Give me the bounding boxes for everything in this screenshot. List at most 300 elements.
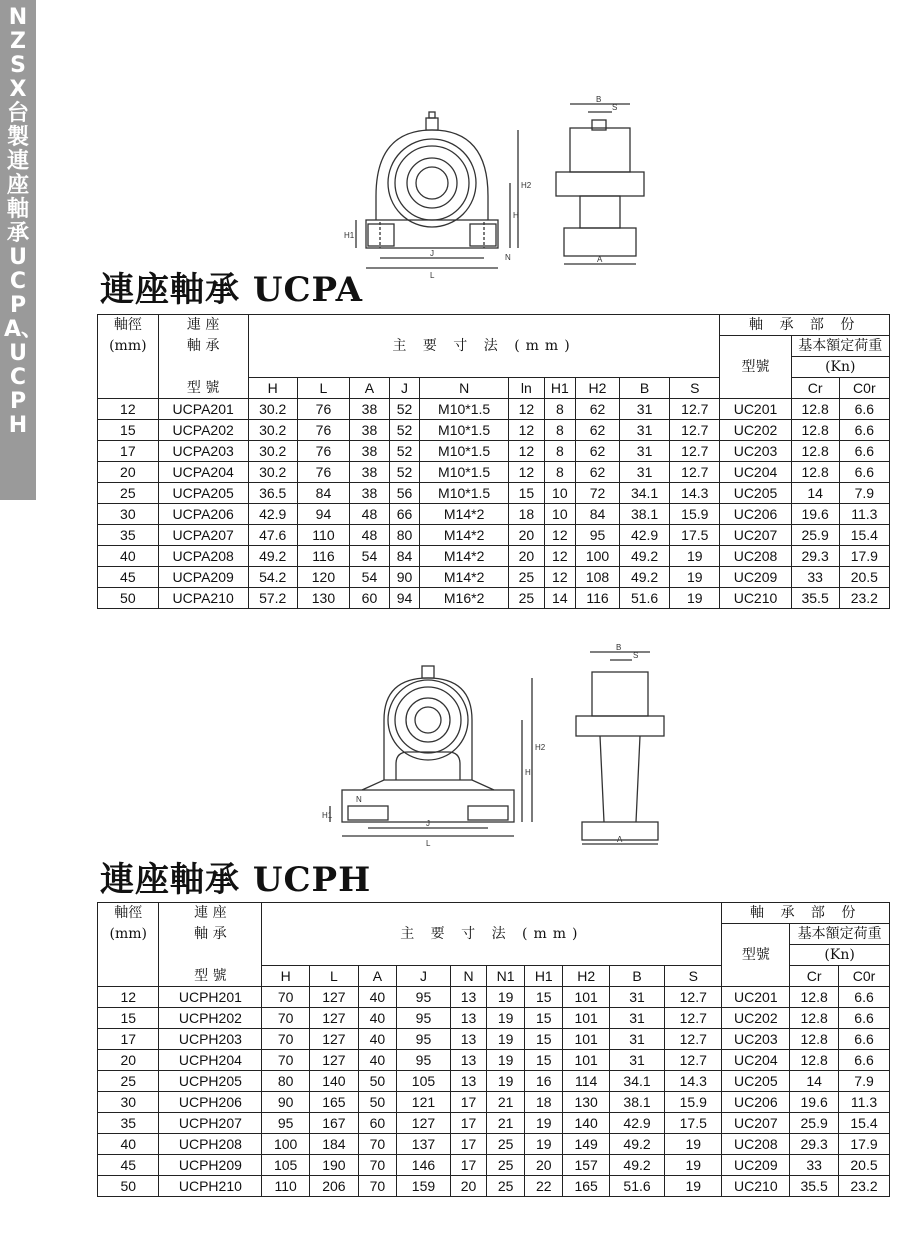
table-cell: UC209: [722, 1155, 790, 1176]
table-cell: 76: [297, 420, 349, 441]
table-cell: 52: [389, 420, 419, 441]
table-cell: M14*2: [420, 525, 509, 546]
table-cell: 127: [310, 987, 359, 1008]
table-cell: 31: [609, 1008, 664, 1029]
table-cell: 62: [576, 441, 620, 462]
ucpa-col-h2: H2: [576, 378, 620, 399]
table-cell: 15: [525, 987, 563, 1008]
table-cell: 12: [509, 420, 545, 441]
table-cell: UC201: [720, 399, 791, 420]
table-cell: UC207: [720, 525, 791, 546]
table-cell: UC210: [720, 588, 791, 609]
ucpa-load-title-2: (Kn): [791, 357, 889, 378]
table-cell: 6.6: [839, 1029, 890, 1050]
table-cell: 101: [563, 987, 610, 1008]
table-row: [98, 525, 890, 546]
table-cell: 101: [563, 1008, 610, 1029]
table-row: [98, 504, 890, 525]
table-cell: 184: [310, 1134, 359, 1155]
ucph-title: 連座軸承 UCPH: [100, 860, 372, 900]
table-cell: 17.9: [839, 1134, 890, 1155]
ucph-label-h2: H2: [535, 743, 546, 752]
ucpa-model-header-3: 型 號: [158, 378, 248, 399]
ucph-label-n: N: [356, 795, 362, 804]
table-cell: UCPH202: [159, 1008, 262, 1029]
table-cell: M16*2: [420, 588, 509, 609]
table-cell: 101: [563, 1029, 610, 1050]
table-cell: 6.6: [839, 441, 889, 462]
table-cell: 31: [619, 462, 669, 483]
table-cell: UCPH207: [159, 1113, 262, 1134]
table-cell: UCPA201: [158, 399, 248, 420]
table-cell: UC203: [720, 441, 791, 462]
table-cell: M10*1.5: [420, 462, 509, 483]
table-cell: 12: [98, 987, 159, 1008]
table-cell: 54.2: [248, 567, 297, 588]
table-row: [98, 1113, 890, 1134]
table-cell: 40: [98, 1134, 159, 1155]
table-cell: 95: [396, 987, 450, 1008]
ucph-col-h: H: [262, 966, 310, 987]
table-cell: 30: [98, 1092, 159, 1113]
ucpa-table: [97, 314, 890, 609]
table-cell: 19: [670, 546, 720, 567]
table-cell: UCPH210: [159, 1176, 262, 1197]
table-cell: UCPH209: [159, 1155, 262, 1176]
table-cell: 12.7: [670, 420, 720, 441]
table-cell: 100: [262, 1134, 310, 1155]
table-cell: UC205: [720, 483, 791, 504]
table-cell: 70: [358, 1176, 396, 1197]
table-cell: 110: [262, 1176, 310, 1197]
table-cell: 62: [576, 462, 620, 483]
table-cell: M14*2: [420, 504, 509, 525]
table-cell: 130: [297, 588, 349, 609]
table-cell: 105: [262, 1155, 310, 1176]
table-cell: 25: [487, 1155, 525, 1176]
table-cell: 40: [98, 546, 159, 567]
ucph-label-h1: H1: [322, 811, 333, 820]
ucpa-col-cor: C0r: [839, 378, 889, 399]
table-cell: UC201: [722, 987, 790, 1008]
ucph-col-cr: Cr: [790, 966, 839, 987]
table-cell: 31: [619, 399, 669, 420]
table-cell: 49.2: [619, 567, 669, 588]
table-cell: 120: [297, 567, 349, 588]
table-cell: 76: [297, 462, 349, 483]
ucph-col-h2: H2: [563, 966, 610, 987]
table-cell: 146: [396, 1155, 450, 1176]
ucpa-model-header-2: 軸 承: [158, 336, 248, 357]
table-cell: UCPA203: [158, 441, 248, 462]
table-cell: 54: [350, 546, 390, 567]
table-cell: 15: [98, 1008, 159, 1029]
table-cell: 13: [451, 1029, 487, 1050]
table-cell: 12.8: [791, 462, 839, 483]
ucph-col-s: S: [665, 966, 722, 987]
ucph-bearing-model-header: 型號: [722, 924, 790, 987]
table-cell: 6.6: [839, 1008, 890, 1029]
table-cell: 70: [358, 1155, 396, 1176]
table-cell: 31: [609, 987, 664, 1008]
table-cell: 100: [576, 546, 620, 567]
table-row: [98, 588, 890, 609]
table-cell: UCPA209: [158, 567, 248, 588]
ucph-side-drawing: [570, 642, 670, 847]
table-cell: 190: [310, 1155, 359, 1176]
table-cell: 95: [396, 1050, 450, 1071]
table-cell: 12.8: [790, 987, 839, 1008]
table-cell: 15: [525, 1029, 563, 1050]
side-title: NZSX台製連座軸承UCPA、UCPH: [4, 5, 44, 438]
table-cell: 17: [98, 1029, 159, 1050]
table-cell: 12.8: [790, 1029, 839, 1050]
table-cell: 50: [98, 588, 159, 609]
table-cell: 19: [665, 1155, 722, 1176]
table-cell: 45: [98, 567, 159, 588]
ucph-header-row-1: [98, 903, 890, 924]
ucpa-title: 連座軸承 UCPA: [100, 270, 364, 310]
table-cell: 33: [790, 1155, 839, 1176]
ucph-col-a: A: [358, 966, 396, 987]
ucpa-header-spacer-bore: [98, 357, 159, 378]
ucph-col-n: N: [451, 966, 487, 987]
table-cell: 94: [389, 588, 419, 609]
table-cell: 40: [358, 987, 396, 1008]
table-cell: UC203: [722, 1029, 790, 1050]
table-cell: 12.8: [791, 420, 839, 441]
table-cell: UCPA208: [158, 546, 248, 567]
table-cell: 18: [509, 504, 545, 525]
table-cell: 80: [262, 1071, 310, 1092]
ucpa-bore-header-2: (mm): [98, 336, 159, 357]
table-cell: 17.9: [839, 546, 889, 567]
table-cell: 60: [358, 1113, 396, 1134]
table-cell: 14.3: [670, 483, 720, 504]
side-band: [0, 0, 44, 500]
ucph-col-n1: N1: [487, 966, 525, 987]
table-cell: 20.5: [839, 567, 889, 588]
table-cell: 13: [451, 1071, 487, 1092]
table-cell: UCPH204: [159, 1050, 262, 1071]
ucpa-label-b: B: [596, 95, 602, 104]
table-cell: UCPA204: [158, 462, 248, 483]
ucph-col-b: B: [609, 966, 664, 987]
table-cell: 40: [358, 1050, 396, 1071]
ucph-header-spacer-bore: [98, 945, 159, 966]
table-cell: 12.7: [665, 1029, 722, 1050]
table-cell: UC208: [722, 1134, 790, 1155]
table-cell: 127: [310, 1029, 359, 1050]
table-cell: 25: [509, 588, 545, 609]
table-cell: 15.9: [665, 1092, 722, 1113]
table-row: [98, 567, 890, 588]
table-cell: 31: [619, 420, 669, 441]
table-cell: 12.7: [670, 441, 720, 462]
table-cell: 12.8: [791, 441, 839, 462]
table-cell: 149: [563, 1134, 610, 1155]
table-cell: 30.2: [248, 420, 297, 441]
table-cell: 10: [544, 504, 575, 525]
table-cell: 31: [609, 1029, 664, 1050]
table-cell: 12.8: [790, 1008, 839, 1029]
table-cell: M10*1.5: [420, 483, 509, 504]
table-cell: 14: [791, 483, 839, 504]
table-cell: 25.9: [791, 525, 839, 546]
table-cell: 17: [451, 1134, 487, 1155]
table-cell: 70: [262, 1029, 310, 1050]
table-cell: 22: [525, 1176, 563, 1197]
table-cell: 15.4: [839, 525, 889, 546]
table-cell: 19: [670, 567, 720, 588]
table-cell: M14*2: [420, 567, 509, 588]
table-cell: 66: [389, 504, 419, 525]
table-cell: 12.7: [670, 462, 720, 483]
table-cell: 95: [576, 525, 620, 546]
table-cell: 6.6: [839, 987, 890, 1008]
table-cell: 49.2: [609, 1155, 664, 1176]
ucpa-load-title-1: 基本額定荷重: [791, 336, 889, 357]
ucph-load-title-1: 基本額定荷重: [790, 924, 890, 945]
table-cell: 70: [358, 1134, 396, 1155]
table-cell: 12: [544, 546, 575, 567]
ucph-col-cor: C0r: [839, 966, 890, 987]
table-cell: 19.6: [790, 1092, 839, 1113]
table-cell: 16: [525, 1071, 563, 1092]
table-cell: 6.6: [839, 1050, 890, 1071]
table-cell: 49.2: [248, 546, 297, 567]
table-cell: 19: [670, 588, 720, 609]
table-cell: 14: [790, 1071, 839, 1092]
table-cell: UCPA202: [158, 420, 248, 441]
ucph-bearing-title: 軸 承 部 份: [722, 903, 890, 924]
table-cell: 127: [396, 1113, 450, 1134]
table-cell: 13: [451, 1050, 487, 1071]
table-cell: 57.2: [248, 588, 297, 609]
table-cell: 12: [98, 399, 159, 420]
table-cell: 35.5: [791, 588, 839, 609]
table-cell: 12.7: [665, 1050, 722, 1071]
ucpa-col-h: H: [248, 378, 297, 399]
table-cell: 40: [358, 1008, 396, 1029]
table-cell: UCPH206: [159, 1092, 262, 1113]
table-cell: 38: [350, 420, 390, 441]
table-cell: 12.8: [790, 1050, 839, 1071]
table-row: [98, 483, 890, 504]
ucpa-label-s: S: [612, 103, 618, 112]
table-cell: 70: [262, 987, 310, 1008]
table-cell: 105: [396, 1071, 450, 1092]
ucpa-label-h2: H2: [521, 181, 532, 190]
table-cell: 108: [576, 567, 620, 588]
table-cell: 34.1: [609, 1071, 664, 1092]
table-cell: 90: [262, 1092, 310, 1113]
table-cell: 101: [563, 1050, 610, 1071]
table-cell: 60: [350, 588, 390, 609]
table-row: [98, 399, 890, 420]
table-cell: UCPA206: [158, 504, 248, 525]
table-cell: M10*1.5: [420, 441, 509, 462]
table-cell: 140: [310, 1071, 359, 1092]
table-cell: 19: [487, 1050, 525, 1071]
table-cell: 10: [544, 483, 575, 504]
ucpa-header-row-1: [98, 315, 890, 336]
table-row: [98, 1029, 890, 1050]
table-cell: 15: [509, 483, 545, 504]
table-cell: 110: [297, 525, 349, 546]
table-cell: 25: [487, 1134, 525, 1155]
table-cell: 33: [791, 567, 839, 588]
table-cell: 15.4: [839, 1113, 890, 1134]
table-cell: 30.2: [248, 441, 297, 462]
table-row: [98, 462, 890, 483]
ucph-bore-header-1: 軸徑: [98, 903, 159, 924]
ucpa-col-a: A: [350, 378, 390, 399]
table-cell: 17.5: [665, 1113, 722, 1134]
table-cell: M10*1.5: [420, 420, 509, 441]
table-cell: 31: [609, 1050, 664, 1071]
table-cell: 42.9: [619, 525, 669, 546]
ucpa-header-spacer-model: [158, 357, 248, 378]
table-cell: 15.9: [670, 504, 720, 525]
table-cell: 8: [544, 462, 575, 483]
table-cell: 52: [389, 441, 419, 462]
table-cell: 159: [396, 1176, 450, 1197]
table-cell: 80: [389, 525, 419, 546]
ucph-dims-title: 主 要 寸 法 (mm): [262, 903, 722, 966]
ucpa-col-ln: ln: [509, 378, 545, 399]
table-cell: 114: [563, 1071, 610, 1092]
table-cell: 56: [389, 483, 419, 504]
table-cell: 54: [350, 567, 390, 588]
table-cell: 121: [396, 1092, 450, 1113]
table-cell: 20: [509, 525, 545, 546]
table-cell: UC207: [722, 1113, 790, 1134]
table-cell: 137: [396, 1134, 450, 1155]
table-cell: 140: [563, 1113, 610, 1134]
table-row: [98, 1071, 890, 1092]
table-cell: 15: [525, 1050, 563, 1071]
table-row: [98, 1092, 890, 1113]
table-cell: 70: [262, 1050, 310, 1071]
ucph-model-header-2: 軸 承: [159, 924, 262, 945]
ucph-model-header-3: 型 號: [159, 966, 262, 987]
ucph-header-spacer-model: [159, 945, 262, 966]
table-cell: UC206: [720, 504, 791, 525]
table-cell: M10*1.5: [420, 399, 509, 420]
table-cell: UC206: [722, 1092, 790, 1113]
table-cell: 17.5: [670, 525, 720, 546]
ucph-table: [97, 902, 890, 1197]
table-cell: 17: [451, 1155, 487, 1176]
table-cell: 18: [525, 1092, 563, 1113]
table-cell: 17: [451, 1092, 487, 1113]
table-cell: 20: [98, 1050, 159, 1071]
table-cell: 29.3: [791, 546, 839, 567]
table-cell: 95: [396, 1029, 450, 1050]
ucpa-col-j: J: [389, 378, 419, 399]
table-cell: 47.6: [248, 525, 297, 546]
table-cell: 17: [451, 1113, 487, 1134]
table-cell: 14.3: [665, 1071, 722, 1092]
table-cell: 17: [98, 441, 159, 462]
table-row: [98, 1155, 890, 1176]
table-cell: 19: [487, 1029, 525, 1050]
table-cell: 25.9: [790, 1113, 839, 1134]
table-cell: 127: [310, 1050, 359, 1071]
ucpa-label-a: A: [597, 255, 603, 264]
ucph-front-drawing: [322, 660, 552, 850]
table-cell: 38.1: [609, 1092, 664, 1113]
table-cell: UCPA207: [158, 525, 248, 546]
table-cell: 50: [98, 1176, 159, 1197]
table-cell: 12: [544, 567, 575, 588]
table-cell: 165: [563, 1176, 610, 1197]
table-row: [98, 1008, 890, 1029]
table-cell: 15: [98, 420, 159, 441]
ucph-label-h: H: [525, 768, 531, 777]
table-cell: 8: [544, 399, 575, 420]
table-cell: 12.7: [670, 399, 720, 420]
table-cell: 19: [665, 1176, 722, 1197]
table-cell: 19: [525, 1134, 563, 1155]
table-cell: 70: [262, 1008, 310, 1029]
table-cell: 38: [350, 441, 390, 462]
ucpa-col-n: N: [420, 378, 509, 399]
ucph-col-h1: H1: [525, 966, 563, 987]
table-cell: 6.6: [839, 399, 889, 420]
table-cell: 30.2: [248, 462, 297, 483]
table-cell: 127: [310, 1008, 359, 1029]
table-cell: 6.6: [839, 420, 889, 441]
table-cell: 21: [487, 1113, 525, 1134]
table-cell: 30: [98, 504, 159, 525]
table-cell: 20: [525, 1155, 563, 1176]
table-cell: 38.1: [619, 504, 669, 525]
ucpa-bearing-model-header: 型號: [720, 336, 791, 399]
table-cell: 42.9: [609, 1113, 664, 1134]
ucph-col-j: J: [396, 966, 450, 987]
table-cell: 130: [563, 1092, 610, 1113]
table-cell: 94: [297, 504, 349, 525]
table-cell: UC204: [720, 462, 791, 483]
table-row: [98, 441, 890, 462]
table-cell: 52: [389, 399, 419, 420]
table-cell: 48: [350, 504, 390, 525]
table-cell: UCPH203: [159, 1029, 262, 1050]
table-cell: 13: [451, 1008, 487, 1029]
table-cell: 62: [576, 399, 620, 420]
table-row: [98, 1050, 890, 1071]
table-cell: 48: [350, 525, 390, 546]
table-cell: UCPH205: [159, 1071, 262, 1092]
table-cell: 72: [576, 483, 620, 504]
ucpa-col-l: L: [297, 378, 349, 399]
ucph-label-l: L: [426, 839, 431, 848]
ucph-bore-header-2: (mm): [98, 924, 159, 945]
table-cell: 165: [310, 1092, 359, 1113]
ucpa-header-spacer-bore-2: [98, 378, 159, 399]
table-cell: 20: [98, 462, 159, 483]
table-cell: 49.2: [619, 546, 669, 567]
table-cell: UC205: [722, 1071, 790, 1092]
table-cell: 14: [544, 588, 575, 609]
table-cell: 49.2: [609, 1134, 664, 1155]
table-cell: 52: [389, 462, 419, 483]
table-cell: 19: [525, 1113, 563, 1134]
ucpa-col-cr: Cr: [791, 378, 839, 399]
ucpa-model-header-1: 連 座: [158, 315, 248, 336]
